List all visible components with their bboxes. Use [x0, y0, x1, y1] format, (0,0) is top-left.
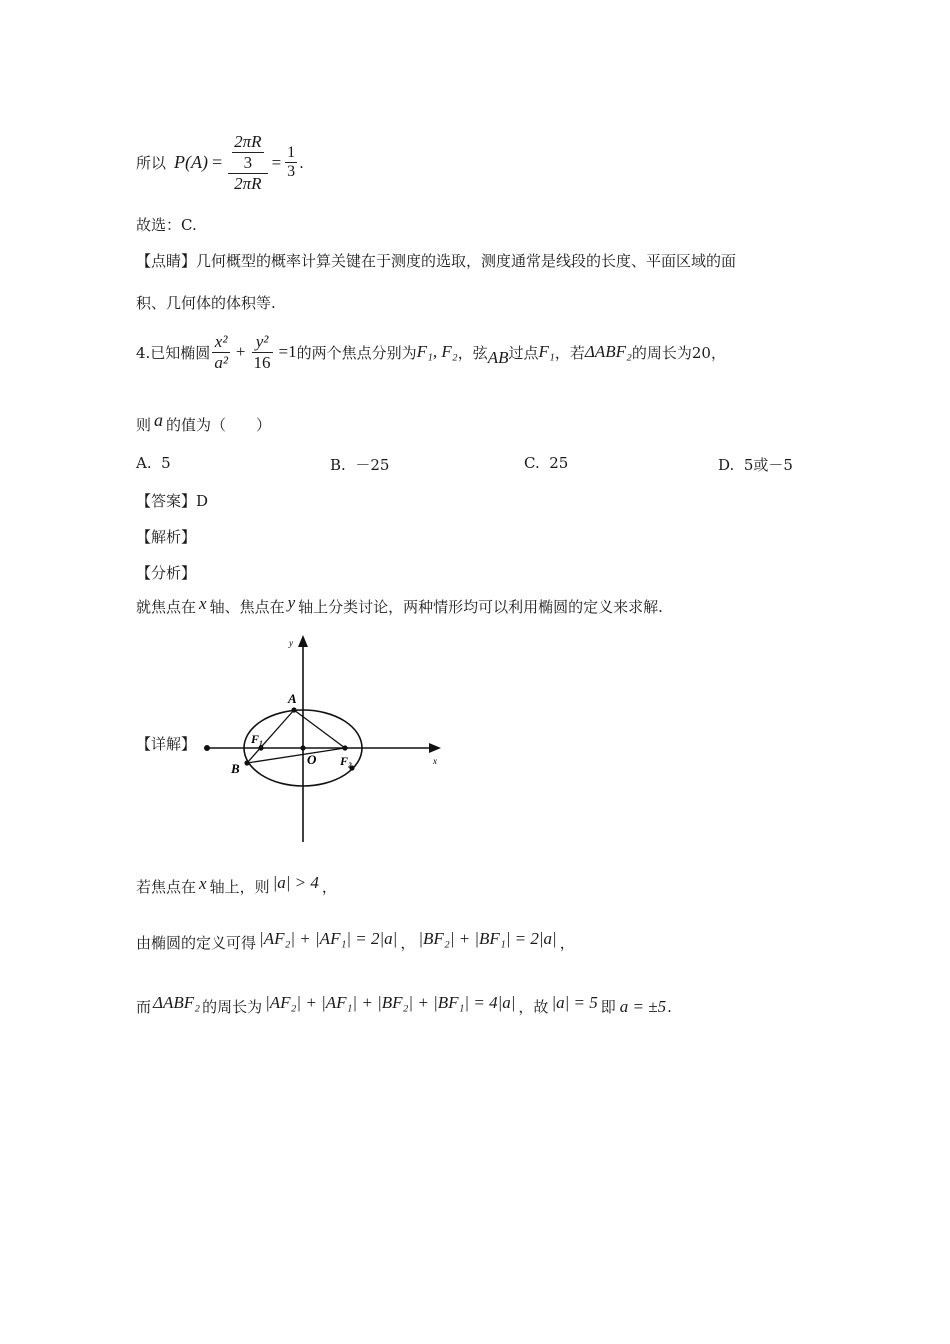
label-o: O	[307, 752, 317, 767]
step-3: 而 ΔABF₂ 的周长为 |AF₂| + |AF₁| + |BF₂| + |BF₁| = 4|a| ，故 |a| = 5 即 a = ±5 .	[136, 992, 672, 1016]
q4-mid4: ，若	[554, 343, 585, 362]
result-num: 1	[287, 144, 296, 161]
y-axis-arrow	[298, 635, 308, 647]
label-x: x	[433, 756, 437, 766]
q4-prefix: 4.已知椭圆	[136, 343, 211, 362]
question-4-line-1	[136, 326, 726, 378]
fenxi-tag: 【分析】	[136, 564, 197, 582]
option-a[interactable]: A. 5	[136, 454, 171, 472]
option-c[interactable]: C. 25	[524, 454, 569, 472]
ellipse-frac-y: $\frac{\text{y²}}{16}$	[253, 331, 271, 372]
big-fraction	[228, 132, 267, 194]
step2-expr-1: |AF₂| + |AF₁| = 2|a|	[259, 928, 398, 948]
choose-line: 故选：C.	[136, 216, 197, 234]
segment-a-f2	[294, 710, 345, 748]
f1-label: F₁	[538, 342, 555, 361]
point-f1	[258, 745, 263, 750]
point-b	[244, 760, 249, 765]
probability-line	[136, 125, 304, 200]
step3-expr-3: a = ±5	[619, 996, 667, 1016]
point-f2	[342, 745, 347, 750]
inner-den: 3	[243, 152, 253, 172]
fenxi-text: 就焦点在 x 轴、焦点在 y 轴上分类讨论，两种情形均可以利用椭圆的定义来求解.	[136, 593, 663, 616]
label-f1: F₁	[251, 732, 264, 746]
label-f2: F₂	[340, 754, 353, 768]
label-a: A	[288, 691, 297, 706]
equals-sign: =	[212, 152, 223, 172]
step-1: 若焦点在 x 轴上，则 |a| > 4 ，	[136, 872, 337, 896]
q4-mid3: 过点	[508, 343, 539, 362]
answer-line: 【答案】D	[136, 492, 209, 510]
equals-sign-2: =	[271, 152, 282, 172]
point-a	[291, 707, 296, 712]
result-den: 3	[287, 163, 296, 180]
triangle-label: ΔABF₂	[584, 342, 632, 361]
left-endpoint-dot	[204, 745, 210, 751]
comment-tag: 【点睛】	[136, 252, 197, 270]
q4-mid2: ，弦	[457, 343, 488, 362]
ellipse-frac-x: $\frac{\text{x²}}{\text{a²}}$	[214, 331, 228, 372]
analysis-tag: 【解析】	[136, 528, 197, 546]
label-b: B	[231, 761, 240, 776]
question-4-line-2: 则 a 的值为（ ）	[136, 410, 272, 434]
equals-one: =1	[278, 342, 297, 361]
comment-text-1: 几何概型的概率计算关键在于测度的选取，测度通常是线段的长度、平面区域的面	[196, 252, 737, 270]
inner-fraction	[230, 132, 265, 173]
outer-den: 2πR	[234, 173, 262, 193]
q4-mid5: 的周长为20，	[631, 343, 726, 362]
comment-line-1	[136, 250, 736, 271]
ellipse-figure	[195, 630, 455, 850]
label-y: y	[289, 638, 293, 648]
period: .	[299, 153, 304, 172]
step1-expr: |a| > 4	[272, 872, 319, 892]
inner-num: 2πR	[234, 131, 262, 151]
step3-expr-2: |a| = 5	[551, 992, 598, 1012]
foci-label: F₁, F₂	[416, 342, 458, 361]
p-of-a: P(A)	[174, 152, 208, 172]
option-d[interactable]: D. 5或－5	[718, 456, 793, 474]
result-fraction	[285, 144, 297, 181]
step-2: 由椭圆的定义可得 |AF₂| + |AF₁| = 2|a| ， |BF₂| + |BF₁| = 2|a| ，	[136, 928, 575, 952]
step2-expr-2: |BF₂| + |BF₁| = 2|a|	[418, 928, 557, 948]
point-o	[300, 745, 305, 750]
step3-tri: ΔABF₂	[153, 992, 201, 1012]
plus-sign: +	[235, 342, 246, 361]
comment-line-2: 积、几何体的体积等.	[136, 294, 276, 312]
x-axis-arrow	[429, 743, 441, 753]
q4-mid1: 的两个焦点分别为	[296, 343, 417, 362]
option-b[interactable]: B. －25	[330, 456, 390, 474]
detail-tag: 【详解】	[136, 735, 197, 753]
so-label: 所以	[136, 154, 167, 172]
chord-label: AB	[487, 348, 509, 367]
step3-expr: |AF₂| + |AF₁| + |BF₂| + |BF₁| = 4|a|	[265, 992, 516, 1012]
a-variable: a	[154, 410, 164, 430]
